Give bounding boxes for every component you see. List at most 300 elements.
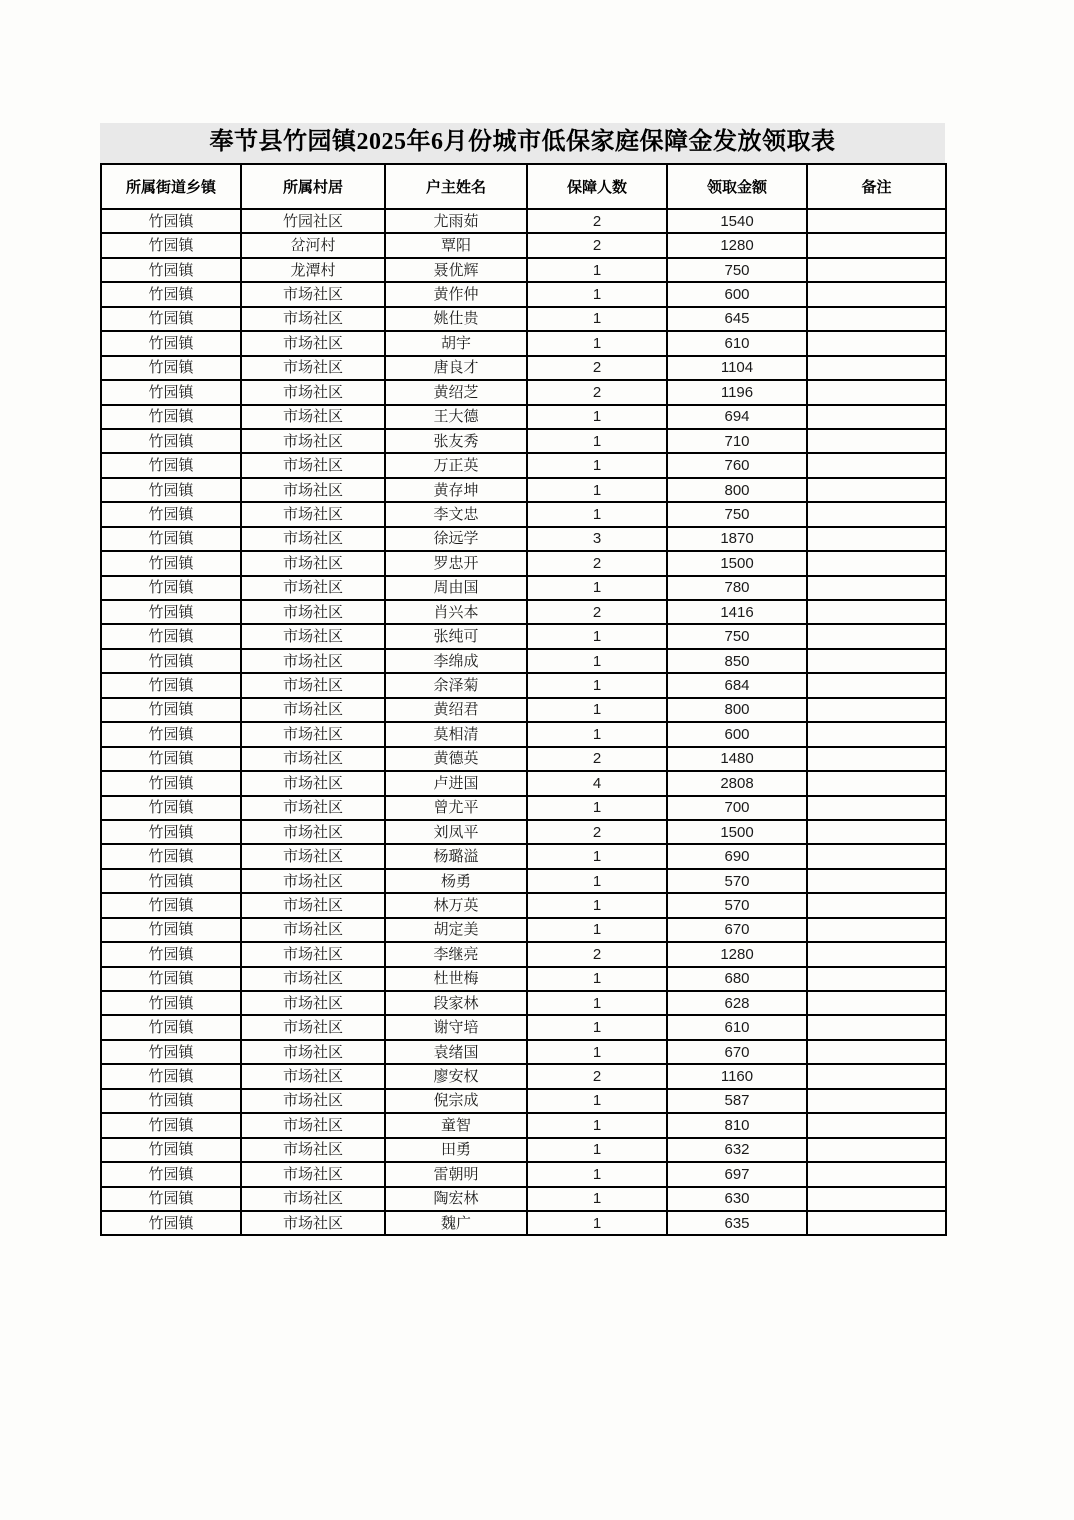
table-row xyxy=(101,893,946,917)
table-row xyxy=(101,722,946,746)
cell-remarks xyxy=(807,1138,946,1162)
cell-covered-count: 1 xyxy=(527,673,667,697)
cell-town: 竹园镇 xyxy=(101,356,241,380)
cell-amount: 570 xyxy=(667,893,807,917)
cell-covered-count: 1 xyxy=(527,1040,667,1064)
cell-village: 市场社区 xyxy=(241,771,385,795)
cell-amount: 630 xyxy=(667,1187,807,1211)
cell-amount: 1196 xyxy=(667,380,807,404)
table-row xyxy=(101,502,946,526)
cell-covered-count: 1 xyxy=(527,869,667,893)
cell-village: 市场社区 xyxy=(241,478,385,502)
cell-covered-count: 2 xyxy=(527,747,667,771)
cell-town: 竹园镇 xyxy=(101,576,241,600)
table-body xyxy=(101,209,946,1235)
cell-remarks xyxy=(807,722,946,746)
cell-town: 竹园镇 xyxy=(101,551,241,575)
cell-householder-name: 雷朝明 xyxy=(385,1162,527,1186)
cell-village: 市场社区 xyxy=(241,698,385,722)
cell-amount: 635 xyxy=(667,1211,807,1235)
cell-amount: 1104 xyxy=(667,356,807,380)
cell-remarks xyxy=(807,1040,946,1064)
cell-amount: 610 xyxy=(667,1015,807,1039)
cell-town: 竹园镇 xyxy=(101,1211,241,1235)
cell-householder-name: 段家林 xyxy=(385,991,527,1015)
cell-amount: 1540 xyxy=(667,209,807,233)
cell-town: 竹园镇 xyxy=(101,282,241,306)
table-row xyxy=(101,209,946,233)
cell-amount: 810 xyxy=(667,1113,807,1137)
cell-amount: 680 xyxy=(667,967,807,991)
cell-town: 竹园镇 xyxy=(101,722,241,746)
cell-householder-name: 徐远学 xyxy=(385,527,527,551)
cell-covered-count: 1 xyxy=(527,453,667,477)
cell-town: 竹园镇 xyxy=(101,918,241,942)
cell-remarks xyxy=(807,771,946,795)
cell-covered-count: 2 xyxy=(527,820,667,844)
cell-village: 市场社区 xyxy=(241,356,385,380)
table-row xyxy=(101,918,946,942)
cell-covered-count: 2 xyxy=(527,209,667,233)
benefit-table-sheet xyxy=(100,123,945,1236)
cell-village: 市场社区 xyxy=(241,527,385,551)
cell-village: 市场社区 xyxy=(241,722,385,746)
table-row xyxy=(101,1113,946,1137)
cell-remarks xyxy=(807,478,946,502)
cell-amount: 800 xyxy=(667,698,807,722)
table-row xyxy=(101,478,946,502)
cell-village: 市场社区 xyxy=(241,502,385,526)
cell-householder-name: 王大德 xyxy=(385,405,527,429)
cell-covered-count: 1 xyxy=(527,405,667,429)
cell-town: 竹园镇 xyxy=(101,209,241,233)
cell-town: 竹园镇 xyxy=(101,502,241,526)
cell-remarks xyxy=(807,991,946,1015)
cell-remarks xyxy=(807,942,946,966)
cell-remarks xyxy=(807,893,946,917)
cell-covered-count: 1 xyxy=(527,1211,667,1235)
cell-town: 竹园镇 xyxy=(101,233,241,257)
cell-householder-name: 黄绍芝 xyxy=(385,380,527,404)
cell-remarks xyxy=(807,1211,946,1235)
cell-covered-count: 1 xyxy=(527,698,667,722)
cell-amount: 628 xyxy=(667,991,807,1015)
cell-amount: 610 xyxy=(667,331,807,355)
cell-remarks xyxy=(807,649,946,673)
cell-householder-name: 曾尤平 xyxy=(385,796,527,820)
cell-town: 竹园镇 xyxy=(101,1162,241,1186)
cell-amount: 1160 xyxy=(667,1064,807,1088)
cell-covered-count: 1 xyxy=(527,331,667,355)
table-row xyxy=(101,527,946,551)
cell-covered-count: 1 xyxy=(527,844,667,868)
table-row xyxy=(101,551,946,575)
cell-village: 市场社区 xyxy=(241,453,385,477)
cell-village: 竹园社区 xyxy=(241,209,385,233)
table-row xyxy=(101,1211,946,1235)
table-row xyxy=(101,991,946,1015)
cell-village: 市场社区 xyxy=(241,1113,385,1137)
table-row xyxy=(101,282,946,306)
cell-householder-name: 莫相清 xyxy=(385,722,527,746)
cell-amount: 600 xyxy=(667,282,807,306)
table-row xyxy=(101,649,946,673)
cell-town: 竹园镇 xyxy=(101,747,241,771)
cell-householder-name: 黄作仲 xyxy=(385,282,527,306)
cell-covered-count: 1 xyxy=(527,624,667,648)
cell-village: 岔河村 xyxy=(241,233,385,257)
cell-amount: 697 xyxy=(667,1162,807,1186)
table-row xyxy=(101,869,946,893)
cell-village: 龙潭村 xyxy=(241,258,385,282)
cell-householder-name: 李继亮 xyxy=(385,942,527,966)
cell-householder-name: 卢进国 xyxy=(385,771,527,795)
cell-village: 市场社区 xyxy=(241,991,385,1015)
cell-covered-count: 2 xyxy=(527,942,667,966)
cell-covered-count: 1 xyxy=(527,967,667,991)
table-row xyxy=(101,429,946,453)
cell-covered-count: 1 xyxy=(527,918,667,942)
cell-remarks xyxy=(807,209,946,233)
cell-amount: 750 xyxy=(667,502,807,526)
cell-village: 市场社区 xyxy=(241,673,385,697)
cell-remarks xyxy=(807,1187,946,1211)
header-street-township: 所属街道乡镇 xyxy=(101,164,241,209)
cell-covered-count: 1 xyxy=(527,893,667,917)
cell-covered-count: 2 xyxy=(527,356,667,380)
cell-village: 市场社区 xyxy=(241,600,385,624)
table-row xyxy=(101,258,946,282)
cell-householder-name: 余泽菊 xyxy=(385,673,527,697)
cell-remarks xyxy=(807,356,946,380)
table-row xyxy=(101,698,946,722)
cell-village: 市场社区 xyxy=(241,1015,385,1039)
header-row xyxy=(101,164,946,209)
cell-town: 竹园镇 xyxy=(101,527,241,551)
cell-amount: 780 xyxy=(667,576,807,600)
table-row xyxy=(101,942,946,966)
cell-covered-count: 1 xyxy=(527,478,667,502)
cell-remarks xyxy=(807,1064,946,1088)
cell-village: 市场社区 xyxy=(241,1211,385,1235)
cell-remarks xyxy=(807,844,946,868)
table-row xyxy=(101,967,946,991)
cell-amount: 632 xyxy=(667,1138,807,1162)
cell-village: 市场社区 xyxy=(241,747,385,771)
cell-householder-name: 张纯可 xyxy=(385,624,527,648)
table-row xyxy=(101,771,946,795)
cell-village: 市场社区 xyxy=(241,649,385,673)
cell-village: 市场社区 xyxy=(241,1040,385,1064)
cell-town: 竹园镇 xyxy=(101,1089,241,1113)
cell-covered-count: 1 xyxy=(527,796,667,820)
cell-town: 竹园镇 xyxy=(101,405,241,429)
cell-village: 市场社区 xyxy=(241,942,385,966)
table-row xyxy=(101,1015,946,1039)
cell-village: 市场社区 xyxy=(241,405,385,429)
cell-town: 竹园镇 xyxy=(101,1015,241,1039)
cell-amount: 694 xyxy=(667,405,807,429)
cell-householder-name: 袁绪国 xyxy=(385,1040,527,1064)
cell-town: 竹园镇 xyxy=(101,1064,241,1088)
cell-covered-count: 1 xyxy=(527,722,667,746)
cell-village: 市场社区 xyxy=(241,1162,385,1186)
cell-amount: 1280 xyxy=(667,233,807,257)
cell-covered-count: 1 xyxy=(527,991,667,1015)
cell-amount: 1280 xyxy=(667,942,807,966)
cell-village: 市场社区 xyxy=(241,551,385,575)
cell-remarks xyxy=(807,576,946,600)
cell-householder-name: 杨璐溢 xyxy=(385,844,527,868)
cell-village: 市场社区 xyxy=(241,893,385,917)
cell-village: 市场社区 xyxy=(241,282,385,306)
cell-amount: 1416 xyxy=(667,600,807,624)
header-remarks: 备注 xyxy=(807,164,946,209)
cell-remarks xyxy=(807,600,946,624)
cell-householder-name: 张友秀 xyxy=(385,429,527,453)
cell-amount: 750 xyxy=(667,624,807,648)
cell-covered-count: 1 xyxy=(527,1089,667,1113)
cell-town: 竹园镇 xyxy=(101,771,241,795)
cell-village: 市场社区 xyxy=(241,429,385,453)
header-village: 所属村居 xyxy=(241,164,385,209)
cell-householder-name: 黄存坤 xyxy=(385,478,527,502)
cell-remarks xyxy=(807,698,946,722)
cell-covered-count: 2 xyxy=(527,380,667,404)
cell-town: 竹园镇 xyxy=(101,307,241,331)
cell-amount: 684 xyxy=(667,673,807,697)
table-row xyxy=(101,576,946,600)
cell-householder-name: 覃阳 xyxy=(385,233,527,257)
cell-covered-count: 2 xyxy=(527,551,667,575)
cell-householder-name: 尤雨茹 xyxy=(385,209,527,233)
table-row xyxy=(101,307,946,331)
cell-town: 竹园镇 xyxy=(101,967,241,991)
cell-town: 竹园镇 xyxy=(101,624,241,648)
cell-covered-count: 1 xyxy=(527,429,667,453)
cell-remarks xyxy=(807,624,946,648)
cell-remarks xyxy=(807,1113,946,1137)
cell-amount: 2808 xyxy=(667,771,807,795)
cell-town: 竹园镇 xyxy=(101,453,241,477)
cell-householder-name: 倪宗成 xyxy=(385,1089,527,1113)
cell-covered-count: 4 xyxy=(527,771,667,795)
cell-covered-count: 1 xyxy=(527,1187,667,1211)
cell-householder-name: 李文忠 xyxy=(385,502,527,526)
cell-householder-name: 姚仕贵 xyxy=(385,307,527,331)
cell-town: 竹园镇 xyxy=(101,1187,241,1211)
cell-remarks xyxy=(807,453,946,477)
table-row xyxy=(101,1138,946,1162)
cell-village: 市场社区 xyxy=(241,967,385,991)
cell-remarks xyxy=(807,673,946,697)
cell-amount: 1500 xyxy=(667,820,807,844)
cell-amount: 600 xyxy=(667,722,807,746)
cell-amount: 570 xyxy=(667,869,807,893)
cell-town: 竹园镇 xyxy=(101,649,241,673)
cell-householder-name: 童智 xyxy=(385,1113,527,1137)
cell-remarks xyxy=(807,869,946,893)
cell-amount: 1870 xyxy=(667,527,807,551)
cell-amount: 800 xyxy=(667,478,807,502)
cell-village: 市场社区 xyxy=(241,307,385,331)
cell-amount: 710 xyxy=(667,429,807,453)
cell-remarks xyxy=(807,747,946,771)
cell-village: 市场社区 xyxy=(241,844,385,868)
cell-remarks xyxy=(807,380,946,404)
cell-covered-count: 1 xyxy=(527,576,667,600)
cell-householder-name: 杜世梅 xyxy=(385,967,527,991)
cell-amount: 700 xyxy=(667,796,807,820)
cell-covered-count: 2 xyxy=(527,600,667,624)
cell-householder-name: 胡定美 xyxy=(385,918,527,942)
cell-town: 竹园镇 xyxy=(101,820,241,844)
table-row xyxy=(101,844,946,868)
cell-village: 市场社区 xyxy=(241,1138,385,1162)
cell-remarks xyxy=(807,551,946,575)
cell-covered-count: 1 xyxy=(527,1162,667,1186)
cell-remarks xyxy=(807,1162,946,1186)
cell-householder-name: 陶宏林 xyxy=(385,1187,527,1211)
header-covered-count: 保障人数 xyxy=(527,164,667,209)
cell-householder-name: 周由国 xyxy=(385,576,527,600)
table-row xyxy=(101,331,946,355)
cell-village: 市场社区 xyxy=(241,576,385,600)
cell-remarks xyxy=(807,967,946,991)
cell-village: 市场社区 xyxy=(241,331,385,355)
cell-town: 竹园镇 xyxy=(101,600,241,624)
cell-covered-count: 1 xyxy=(527,1113,667,1137)
cell-village: 市场社区 xyxy=(241,624,385,648)
cell-remarks xyxy=(807,527,946,551)
table-row xyxy=(101,380,946,404)
cell-householder-name: 罗忠开 xyxy=(385,551,527,575)
cell-amount: 1480 xyxy=(667,747,807,771)
table-row xyxy=(101,747,946,771)
cell-village: 市场社区 xyxy=(241,918,385,942)
cell-remarks xyxy=(807,331,946,355)
cell-remarks xyxy=(807,405,946,429)
cell-covered-count: 1 xyxy=(527,282,667,306)
cell-householder-name: 魏广 xyxy=(385,1211,527,1235)
cell-amount: 587 xyxy=(667,1089,807,1113)
table-row xyxy=(101,1162,946,1186)
cell-remarks xyxy=(807,282,946,306)
cell-householder-name: 聂优辉 xyxy=(385,258,527,282)
cell-householder-name: 肖兴本 xyxy=(385,600,527,624)
cell-village: 市场社区 xyxy=(241,820,385,844)
table-row xyxy=(101,233,946,257)
cell-town: 竹园镇 xyxy=(101,893,241,917)
cell-town: 竹园镇 xyxy=(101,942,241,966)
cell-town: 竹园镇 xyxy=(101,673,241,697)
cell-amount: 850 xyxy=(667,649,807,673)
cell-town: 竹园镇 xyxy=(101,869,241,893)
cell-remarks xyxy=(807,918,946,942)
table-row xyxy=(101,673,946,697)
table-row xyxy=(101,1064,946,1088)
cell-town: 竹园镇 xyxy=(101,991,241,1015)
cell-town: 竹园镇 xyxy=(101,429,241,453)
cell-town: 竹园镇 xyxy=(101,1138,241,1162)
cell-town: 竹园镇 xyxy=(101,478,241,502)
table-row xyxy=(101,1089,946,1113)
cell-town: 竹园镇 xyxy=(101,1040,241,1064)
table-row xyxy=(101,600,946,624)
cell-amount: 690 xyxy=(667,844,807,868)
cell-town: 竹园镇 xyxy=(101,258,241,282)
cell-amount: 645 xyxy=(667,307,807,331)
cell-householder-name: 廖安权 xyxy=(385,1064,527,1088)
cell-remarks xyxy=(807,429,946,453)
cell-covered-count: 1 xyxy=(527,1015,667,1039)
table-row xyxy=(101,624,946,648)
cell-amount: 760 xyxy=(667,453,807,477)
cell-covered-count: 1 xyxy=(527,307,667,331)
table-row xyxy=(101,405,946,429)
cell-village: 市场社区 xyxy=(241,796,385,820)
cell-remarks xyxy=(807,307,946,331)
table-row xyxy=(101,356,946,380)
table-row xyxy=(101,453,946,477)
cell-householder-name: 黄德英 xyxy=(385,747,527,771)
cell-covered-count: 1 xyxy=(527,649,667,673)
table-row xyxy=(101,1040,946,1064)
cell-householder-name: 万正英 xyxy=(385,453,527,477)
cell-householder-name: 田勇 xyxy=(385,1138,527,1162)
header-amount: 领取金额 xyxy=(667,164,807,209)
cell-householder-name: 林万英 xyxy=(385,893,527,917)
cell-householder-name: 谢守培 xyxy=(385,1015,527,1039)
table-title: 奉节县竹园镇2025年6月份城市低保家庭保障金发放领取表 xyxy=(100,123,945,163)
cell-remarks xyxy=(807,1015,946,1039)
cell-town: 竹园镇 xyxy=(101,331,241,355)
cell-householder-name: 李绵成 xyxy=(385,649,527,673)
cell-remarks xyxy=(807,258,946,282)
cell-village: 市场社区 xyxy=(241,380,385,404)
cell-town: 竹园镇 xyxy=(101,796,241,820)
header-householder-name: 户主姓名 xyxy=(385,164,527,209)
cell-village: 市场社区 xyxy=(241,1064,385,1088)
cell-amount: 670 xyxy=(667,918,807,942)
cell-householder-name: 杨勇 xyxy=(385,869,527,893)
cell-town: 竹园镇 xyxy=(101,698,241,722)
cell-village: 市场社区 xyxy=(241,1187,385,1211)
benefit-table xyxy=(100,163,947,1236)
cell-covered-count: 2 xyxy=(527,1064,667,1088)
cell-town: 竹园镇 xyxy=(101,1113,241,1137)
cell-householder-name: 胡宇 xyxy=(385,331,527,355)
cell-covered-count: 3 xyxy=(527,527,667,551)
cell-householder-name: 刘凤平 xyxy=(385,820,527,844)
table-row xyxy=(101,820,946,844)
cell-covered-count: 2 xyxy=(527,233,667,257)
cell-covered-count: 1 xyxy=(527,502,667,526)
cell-amount: 670 xyxy=(667,1040,807,1064)
cell-householder-name: 唐良才 xyxy=(385,356,527,380)
cell-town: 竹园镇 xyxy=(101,844,241,868)
cell-remarks xyxy=(807,796,946,820)
cell-covered-count: 1 xyxy=(527,1138,667,1162)
cell-amount: 750 xyxy=(667,258,807,282)
table-row xyxy=(101,1187,946,1211)
cell-village: 市场社区 xyxy=(241,1089,385,1113)
cell-amount: 1500 xyxy=(667,551,807,575)
cell-remarks xyxy=(807,820,946,844)
cell-remarks xyxy=(807,233,946,257)
cell-householder-name: 黄绍君 xyxy=(385,698,527,722)
cell-village: 市场社区 xyxy=(241,869,385,893)
